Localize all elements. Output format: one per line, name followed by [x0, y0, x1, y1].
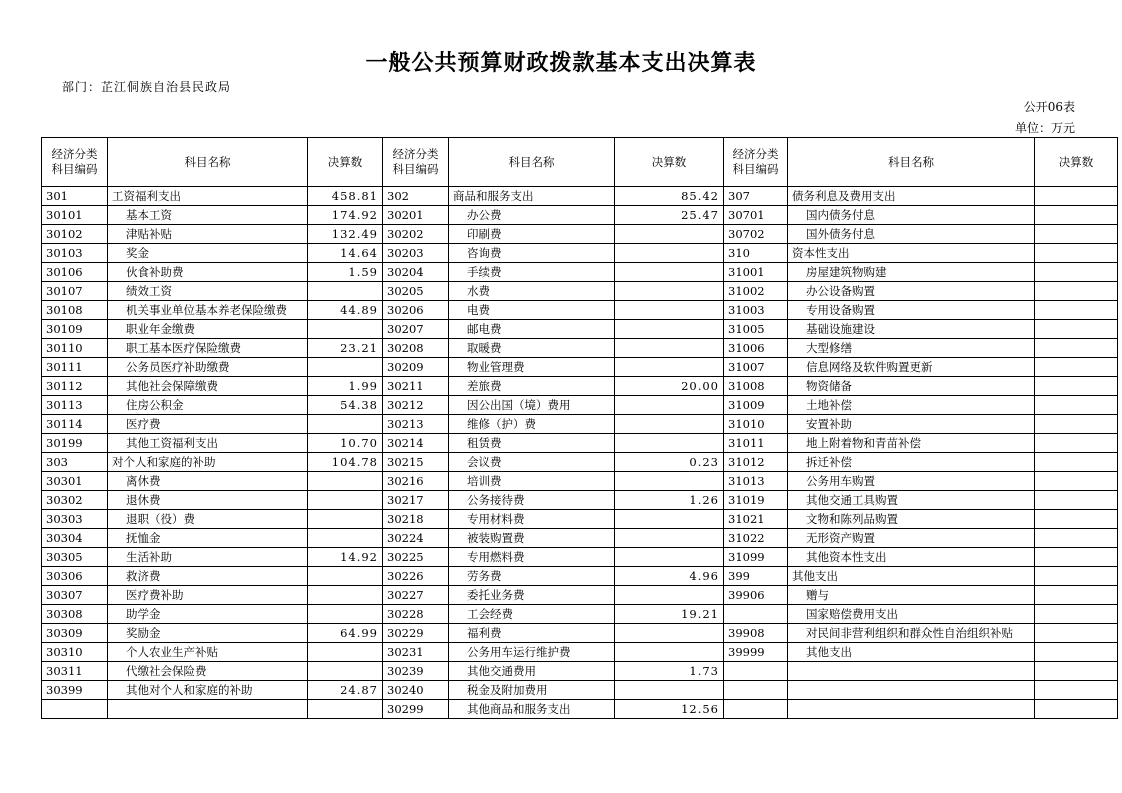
table-row: [42, 662, 1118, 681]
table-row: [42, 529, 1118, 548]
name-cell: 物业管理费: [449, 358, 615, 377]
name-cell: 债务利息及费用支出: [788, 187, 1035, 206]
code-cell: 30301: [42, 472, 108, 491]
name-cell: 水费: [449, 282, 615, 301]
code-cell: 31002: [724, 282, 788, 301]
name-cell: 住房公积金: [108, 396, 308, 415]
amount-cell: [1035, 605, 1118, 624]
unit-label: 单位：万元: [1014, 121, 1075, 135]
amount-cell: 54.38: [308, 396, 383, 415]
code-cell: 30212: [383, 396, 449, 415]
code-cell: 30228: [383, 605, 449, 624]
name-cell: 咨询费: [449, 244, 615, 263]
code-cell: 30240: [383, 681, 449, 700]
code-cell: 31019: [724, 491, 788, 510]
name-cell: 房屋建筑物购建: [788, 263, 1035, 282]
table-row: [42, 282, 1118, 301]
name-cell: 无形资产购置: [788, 529, 1035, 548]
table-row: [42, 681, 1118, 700]
code-cell: 30201: [383, 206, 449, 225]
code-cell: 30102: [42, 225, 108, 244]
code-cell: 30203: [383, 244, 449, 263]
amount-cell: [1035, 244, 1118, 263]
code-cell: 30227: [383, 586, 449, 605]
name-cell: 对民间非营利组织和群众性自治组织补贴: [788, 624, 1035, 643]
amount-cell: 25.47: [615, 206, 724, 225]
code-cell: 399: [724, 567, 788, 586]
code-cell: 31007: [724, 358, 788, 377]
name-cell: 印刷费: [449, 225, 615, 244]
amount-cell: [1035, 624, 1118, 643]
amount-cell: [1035, 472, 1118, 491]
name-cell: [788, 700, 1035, 719]
amount-cell: [615, 244, 724, 263]
code-cell: 30299: [383, 700, 449, 719]
header-name: 科目名称: [788, 138, 1035, 187]
name-cell: 基础设施建设: [788, 320, 1035, 339]
amount-cell: [615, 472, 724, 491]
table-code: 公开06表: [1023, 100, 1075, 114]
amount-cell: [615, 529, 724, 548]
code-cell: 30307: [42, 586, 108, 605]
code-cell: 30399: [42, 681, 108, 700]
table-row: [42, 548, 1118, 567]
name-cell: 医疗费补助: [108, 586, 308, 605]
name-cell: 资本性支出: [788, 244, 1035, 263]
amount-cell: [615, 320, 724, 339]
name-cell: 专用材料费: [449, 510, 615, 529]
amount-cell: [615, 624, 724, 643]
name-cell: 退休费: [108, 491, 308, 510]
name-cell: 抚恤金: [108, 529, 308, 548]
name-cell: 职业年金缴费: [108, 320, 308, 339]
code-cell: 30218: [383, 510, 449, 529]
amount-cell: 12.56: [615, 700, 724, 719]
code-cell: 39999: [724, 643, 788, 662]
code-cell: 30112: [42, 377, 108, 396]
table-row: [42, 187, 1118, 206]
name-cell: 手续费: [449, 263, 615, 282]
name-cell: 办公费: [449, 206, 615, 225]
code-cell: 31003: [724, 301, 788, 320]
name-cell: 工资福利支出: [108, 187, 308, 206]
name-cell: 会议费: [449, 453, 615, 472]
code-cell: 30213: [383, 415, 449, 434]
code-cell: 30205: [383, 282, 449, 301]
amount-cell: [1035, 187, 1118, 206]
code-cell: 31011: [724, 434, 788, 453]
name-cell: 绩效工资: [108, 282, 308, 301]
name-cell: 税金及附加费用: [449, 681, 615, 700]
amount-cell: [1035, 567, 1118, 586]
code-cell: [724, 662, 788, 681]
name-cell: 信息网络及软件购置更新: [788, 358, 1035, 377]
code-cell: 307: [724, 187, 788, 206]
code-cell: 310: [724, 244, 788, 263]
name-cell: 邮电费: [449, 320, 615, 339]
table-row: [42, 415, 1118, 434]
name-cell: 国外债务付息: [788, 225, 1035, 244]
name-cell: 助学金: [108, 605, 308, 624]
table-row: [42, 377, 1118, 396]
amount-cell: [615, 643, 724, 662]
code-cell: 30306: [42, 567, 108, 586]
amount-cell: [615, 548, 724, 567]
amount-cell: [1035, 662, 1118, 681]
amount-cell: [308, 662, 383, 681]
header-row: [42, 138, 1118, 187]
amount-cell: [615, 301, 724, 320]
name-cell: [788, 681, 1035, 700]
name-cell: 国内债务付息: [788, 206, 1035, 225]
amount-cell: 10.70: [308, 434, 383, 453]
amount-cell: [1035, 700, 1118, 719]
header-name: 科目名称: [108, 138, 308, 187]
code-cell: 30204: [383, 263, 449, 282]
header-amount: 决算数: [308, 138, 383, 187]
code-cell: 30216: [383, 472, 449, 491]
amount-cell: 4.96: [615, 567, 724, 586]
code-cell: 31005: [724, 320, 788, 339]
header-code: 经济分类科目编码: [383, 138, 449, 187]
amount-cell: [308, 529, 383, 548]
amount-cell: [1035, 415, 1118, 434]
name-cell: [788, 662, 1035, 681]
amount-cell: [1035, 529, 1118, 548]
name-cell: [108, 700, 308, 719]
table-row: [42, 225, 1118, 244]
amount-cell: [308, 567, 383, 586]
amount-cell: [308, 510, 383, 529]
amount-cell: 1.26: [615, 491, 724, 510]
code-cell: 30114: [42, 415, 108, 434]
amount-cell: [1035, 339, 1118, 358]
name-cell: 工会经费: [449, 605, 615, 624]
code-cell: 30303: [42, 510, 108, 529]
code-cell: 30302: [42, 491, 108, 510]
code-cell: [724, 700, 788, 719]
name-cell: 物资储备: [788, 377, 1035, 396]
name-cell: 基本工资: [108, 206, 308, 225]
amount-cell: [615, 396, 724, 415]
code-cell: 301: [42, 187, 108, 206]
code-cell: 30217: [383, 491, 449, 510]
amount-cell: 14.64: [308, 244, 383, 263]
code-cell: 31009: [724, 396, 788, 415]
amount-cell: [1035, 263, 1118, 282]
name-cell: 其他交通费用: [449, 662, 615, 681]
page-title: 一般公共预算财政拨款基本支出决算表: [365, 50, 757, 76]
table-row: [42, 396, 1118, 415]
table-row: [42, 700, 1118, 719]
amount-cell: 1.73: [615, 662, 724, 681]
name-cell: 福利费: [449, 624, 615, 643]
code-cell: 30211: [383, 377, 449, 396]
name-cell: 其他支出: [788, 643, 1035, 662]
name-cell: 赠与: [788, 586, 1035, 605]
amount-cell: 44.89: [308, 301, 383, 320]
code-cell: 30304: [42, 529, 108, 548]
amount-cell: 132.49: [308, 225, 383, 244]
header-code: 经济分类科目编码: [724, 138, 788, 187]
code-cell: 30214: [383, 434, 449, 453]
name-cell: 培训费: [449, 472, 615, 491]
code-cell: 31006: [724, 339, 788, 358]
code-cell: 30229: [383, 624, 449, 643]
header-code: 经济分类科目编码: [42, 138, 108, 187]
name-cell: 公务用车购置: [788, 472, 1035, 491]
name-cell: 维修（护）费: [449, 415, 615, 434]
amount-cell: [1035, 225, 1118, 244]
code-cell: 30311: [42, 662, 108, 681]
amount-cell: 14.92: [308, 548, 383, 567]
name-cell: 津贴补贴: [108, 225, 308, 244]
name-cell: 其他支出: [788, 567, 1035, 586]
name-cell: 医疗费: [108, 415, 308, 434]
department-label: 部门：芷江侗族自治县民政局: [62, 80, 232, 94]
amount-cell: [615, 586, 724, 605]
name-cell: 生活补助: [108, 548, 308, 567]
amount-cell: 458.81: [308, 187, 383, 206]
amount-cell: [1035, 320, 1118, 339]
amount-cell: 24.87: [308, 681, 383, 700]
amount-cell: [308, 282, 383, 301]
amount-cell: [308, 415, 383, 434]
amount-cell: [1035, 358, 1118, 377]
code-cell: 30305: [42, 548, 108, 567]
header-amount: 决算数: [615, 138, 724, 187]
amount-cell: [1035, 643, 1118, 662]
name-cell: 办公设备购置: [788, 282, 1035, 301]
code-cell: 31021: [724, 510, 788, 529]
code-cell: [724, 681, 788, 700]
name-cell: 离休费: [108, 472, 308, 491]
amount-cell: [1035, 548, 1118, 567]
code-cell: 30202: [383, 225, 449, 244]
table-row: [42, 339, 1118, 358]
amount-cell: 64.99: [308, 624, 383, 643]
amount-cell: 174.92: [308, 206, 383, 225]
amount-cell: [615, 225, 724, 244]
code-cell: 31022: [724, 529, 788, 548]
amount-cell: 85.42: [615, 187, 724, 206]
table-row: [42, 643, 1118, 662]
code-cell: 30107: [42, 282, 108, 301]
amount-cell: [308, 320, 383, 339]
table-row: [42, 301, 1118, 320]
name-cell: 拆迁补偿: [788, 453, 1035, 472]
name-cell: 其他对个人和家庭的补助: [108, 681, 308, 700]
code-cell: 31010: [724, 415, 788, 434]
amount-cell: 104.78: [308, 453, 383, 472]
code-cell: 30209: [383, 358, 449, 377]
code-cell: 30239: [383, 662, 449, 681]
code-cell: [724, 605, 788, 624]
code-cell: 30103: [42, 244, 108, 263]
amount-cell: [1035, 377, 1118, 396]
name-cell: 其他商品和服务支出: [449, 700, 615, 719]
amount-cell: [615, 434, 724, 453]
amount-cell: [615, 263, 724, 282]
code-cell: 30106: [42, 263, 108, 282]
header-name: 科目名称: [449, 138, 615, 187]
code-cell: 30225: [383, 548, 449, 567]
code-cell: 30309: [42, 624, 108, 643]
code-cell: 30224: [383, 529, 449, 548]
amount-cell: 1.99: [308, 377, 383, 396]
amount-cell: 1.59: [308, 263, 383, 282]
table-row: [42, 605, 1118, 624]
name-cell: 奖金: [108, 244, 308, 263]
name-cell: 其他工资福利支出: [108, 434, 308, 453]
name-cell: 专用设备购置: [788, 301, 1035, 320]
expenditure-table: [41, 137, 1118, 719]
name-cell: 其他社会保障缴费: [108, 377, 308, 396]
amount-cell: [1035, 510, 1118, 529]
code-cell: 30199: [42, 434, 108, 453]
table-row: [42, 244, 1118, 263]
name-cell: 伙食补助费: [108, 263, 308, 282]
name-cell: 代缴社会保险费: [108, 662, 308, 681]
table-row: [42, 586, 1118, 605]
amount-cell: 20.00: [615, 377, 724, 396]
name-cell: 奖励金: [108, 624, 308, 643]
name-cell: 因公出国（境）费用: [449, 396, 615, 415]
name-cell: 电费: [449, 301, 615, 320]
code-cell: 31013: [724, 472, 788, 491]
amount-cell: [308, 358, 383, 377]
code-cell: 30231: [383, 643, 449, 662]
amount-cell: [308, 643, 383, 662]
table-row: [42, 453, 1118, 472]
name-cell: 职工基本医疗保险缴费: [108, 339, 308, 358]
amount-cell: [615, 282, 724, 301]
amount-cell: [308, 491, 383, 510]
code-cell: 30110: [42, 339, 108, 358]
code-cell: 30308: [42, 605, 108, 624]
name-cell: 取暖费: [449, 339, 615, 358]
table-row: [42, 567, 1118, 586]
code-cell: 30206: [383, 301, 449, 320]
amount-cell: [1035, 681, 1118, 700]
amount-cell: [615, 358, 724, 377]
code-cell: 30109: [42, 320, 108, 339]
amount-cell: [308, 586, 383, 605]
name-cell: 租赁费: [449, 434, 615, 453]
name-cell: 劳务费: [449, 567, 615, 586]
amount-cell: [308, 700, 383, 719]
code-cell: 30208: [383, 339, 449, 358]
table-row: [42, 434, 1118, 453]
amount-cell: [1035, 453, 1118, 472]
code-cell: 31012: [724, 453, 788, 472]
code-cell: 31001: [724, 263, 788, 282]
amount-cell: 19.21: [615, 605, 724, 624]
amount-cell: [615, 681, 724, 700]
name-cell: 公务员医疗补助缴费: [108, 358, 308, 377]
code-cell: 30701: [724, 206, 788, 225]
name-cell: 委托业务费: [449, 586, 615, 605]
name-cell: 大型修缮: [788, 339, 1035, 358]
code-cell: [42, 700, 108, 719]
table-row: [42, 491, 1118, 510]
amount-cell: [1035, 301, 1118, 320]
name-cell: 差旅费: [449, 377, 615, 396]
code-cell: 30108: [42, 301, 108, 320]
amount-cell: [308, 605, 383, 624]
amount-cell: 23.21: [308, 339, 383, 358]
name-cell: 个人农业生产补贴: [108, 643, 308, 662]
code-cell: 30702: [724, 225, 788, 244]
code-cell: 30207: [383, 320, 449, 339]
name-cell: 对个人和家庭的补助: [108, 453, 308, 472]
name-cell: 退职（役）费: [108, 510, 308, 529]
name-cell: 机关事业单位基本养老保险缴费: [108, 301, 308, 320]
amount-cell: [308, 472, 383, 491]
name-cell: 文物和陈列品购置: [788, 510, 1035, 529]
amount-cell: [615, 339, 724, 358]
name-cell: 公务接待费: [449, 491, 615, 510]
code-cell: 30226: [383, 567, 449, 586]
amount-cell: [1035, 396, 1118, 415]
code-cell: 31008: [724, 377, 788, 396]
table-row: [42, 320, 1118, 339]
code-cell: 30111: [42, 358, 108, 377]
name-cell: 土地补偿: [788, 396, 1035, 415]
amount-cell: [615, 510, 724, 529]
amount-cell: [1035, 434, 1118, 453]
code-cell: 302: [383, 187, 449, 206]
table-body: [42, 187, 1118, 719]
table-row: [42, 472, 1118, 491]
name-cell: 国家赔偿费用支出: [788, 605, 1035, 624]
amount-cell: [1035, 206, 1118, 225]
table-row: [42, 358, 1118, 377]
table-row: [42, 624, 1118, 643]
header-amount: 决算数: [1035, 138, 1118, 187]
name-cell: 地上附着物和青苗补偿: [788, 434, 1035, 453]
amount-cell: [1035, 282, 1118, 301]
code-cell: 30310: [42, 643, 108, 662]
name-cell: 专用燃料费: [449, 548, 615, 567]
table-row: [42, 510, 1118, 529]
code-cell: 39908: [724, 624, 788, 643]
name-cell: 公务用车运行维护费: [449, 643, 615, 662]
code-cell: 30215: [383, 453, 449, 472]
name-cell: 其他资本性支出: [788, 548, 1035, 567]
amount-cell: [615, 415, 724, 434]
name-cell: 被装购置费: [449, 529, 615, 548]
name-cell: 商品和服务支出: [449, 187, 615, 206]
code-cell: 39906: [724, 586, 788, 605]
name-cell: 其他交通工具购置: [788, 491, 1035, 510]
code-cell: 31099: [724, 548, 788, 567]
table-row: [42, 263, 1118, 282]
code-cell: 30113: [42, 396, 108, 415]
table-row: [42, 206, 1118, 225]
amount-cell: 0.23: [615, 453, 724, 472]
code-cell: 30101: [42, 206, 108, 225]
name-cell: 救济费: [108, 567, 308, 586]
code-cell: 303: [42, 453, 108, 472]
amount-cell: [1035, 491, 1118, 510]
amount-cell: [1035, 586, 1118, 605]
name-cell: 安置补助: [788, 415, 1035, 434]
